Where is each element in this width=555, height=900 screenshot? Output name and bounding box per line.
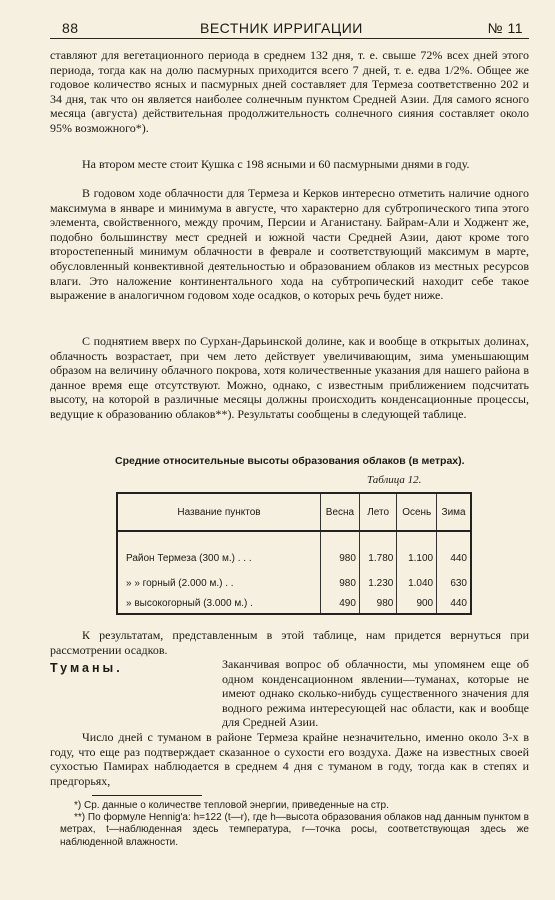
table-row — [118, 593, 470, 613]
table-row — [118, 574, 470, 594]
value-autumn: 1.040 — [397, 574, 437, 594]
section-heading-fogs: Туманы. — [50, 661, 123, 675]
paragraph-6: Заканчивая вопрос об облачности, мы упомянем еще об одном конденсационном явлении—туманах, которые не имеют однако сколько-нибудь существенного значения для водного режима интересующей нас области, как и вообще для Средней Азии. — [222, 657, 529, 730]
value-autumn: 1.100 — [397, 531, 437, 574]
footnote-1: *) Ср. данные о количестве тепловой энергии, приведенные на стр. — [74, 800, 389, 811]
journal-title: ВЕСТНИК ИРРИГАЦИИ — [200, 20, 363, 36]
table-title: Средние относительные высоты образования облаков (в метрах). — [115, 455, 465, 467]
table-caption: Таблица 12. — [367, 474, 422, 486]
table-header-row — [118, 494, 470, 531]
value-spring: 980 — [321, 574, 360, 594]
paragraph-5: К результатам, представленным в этой таблице, нам придется вернуться при рассмотрении осадков. — [50, 628, 529, 657]
footnote-divider — [92, 795, 202, 796]
footnotes — [60, 800, 529, 849]
header-spring: Весна — [321, 494, 360, 531]
station-name: » высокогорный (3.000 м.) . — [118, 593, 321, 613]
value-winter: 630 — [450, 578, 467, 590]
value-winter: 440 — [450, 597, 467, 609]
issue-number: № 11 — [487, 20, 523, 36]
footnote-2: **) По формуле Hennig'a: h=122 (t—r), где h—высота образования облаков над данным пунктом в метрах, t—наблюденная здесь температура, r—точка росы, соответствующая здесь же наблюденной влажности. — [60, 812, 529, 848]
header-station: Название пунктов — [118, 494, 321, 531]
cloud-height-table — [116, 492, 472, 615]
header-summer: Лето — [359, 494, 396, 531]
paragraph-7: Число дней с туманом в районе Термеза крайне незначительно, именно около 3-х в году, что еще раз подтверждает сказанное о сухости его воздуха. Даже на известных своей сухостью Памирах наблюдается в среднем 4 дня с туманом в году, тогда как в степях и предгорьях, — [50, 730, 529, 788]
page-number: 88 — [62, 20, 79, 36]
station-name: Район Термеза (300 м.) . . . — [118, 531, 321, 574]
value-summer: 1.230 — [359, 574, 396, 594]
paragraph-3: В годовом ходе облачности для Термеза и Керков интересно отметить наличие одного максимума в январе и минимума в августе, что характерно для субтропического типа этого элемента, свойственного, между прочим, Персии и Аганистану. Байрам-Али и Ходжент же, подобно большинству мест средней и южной части Средней Азии, дают кроме того второстепенный минимум облачности в феврале и соответствующий максимум в марте, обусловленный конвективной деятельностью и образованием облаков из местных ресурсов влаги. Это наложение континентального хода на субтропический находит себе такое выражение в аналогичном годовом ходе осадков, о которых речь будет ниже. — [50, 186, 529, 303]
running-header — [50, 16, 529, 39]
value-summer: 1.780 — [359, 531, 396, 574]
table-row — [118, 531, 470, 574]
paragraph-4: С поднятием вверх по Сурхан-Дарьинской долине, как и вообще в открытых долинах, облачность возрастает, при чем лето действует увеличивающим, зима уменьшающим образом на величину облачного покрова, хотя количественные указания для нашего района в данное время еще отсутствуют. Можно, однако, с известным приближением подсчитать высоту, на которой в различные месяцы должны происходить конденсационные процессы, ведущие к образованию облаков**). Результаты сообщены в следующей таблице. — [50, 334, 529, 421]
station-name: » » горный (2.000 м.) . . — [118, 574, 321, 594]
header-autumn: Осень — [397, 494, 437, 531]
value-spring: 490 — [321, 593, 360, 613]
value-spring: 980 — [321, 531, 360, 574]
header-winter: Зима — [437, 494, 470, 531]
section-fogs — [50, 657, 529, 730]
paragraph-2: На втором месте стоит Кушка с 198 ясными и 60 пасмурными днями в году. — [82, 157, 470, 171]
value-winter: 440 — [450, 553, 467, 565]
value-autumn: 900 — [397, 593, 437, 613]
paragraph-1: ставляют для вегетационного периода в среднем 132 дня, т. е. свыше 72% всех дней этого периода, тогда как на долю пасмурных приходится всего 7 дней, т. е. едва 1/2%. Общее же годовое количество ясных и пасмурных дней составляет для Термеза соответственно 202 и 34 дня, так что он является наиболее солнечным пунктом Средней Азии. Для самого ясного месяца (августа) действительная продолжительность солнечного сияния составляет около 95% возможного*). — [50, 48, 529, 135]
value-summer: 980 — [359, 593, 396, 613]
